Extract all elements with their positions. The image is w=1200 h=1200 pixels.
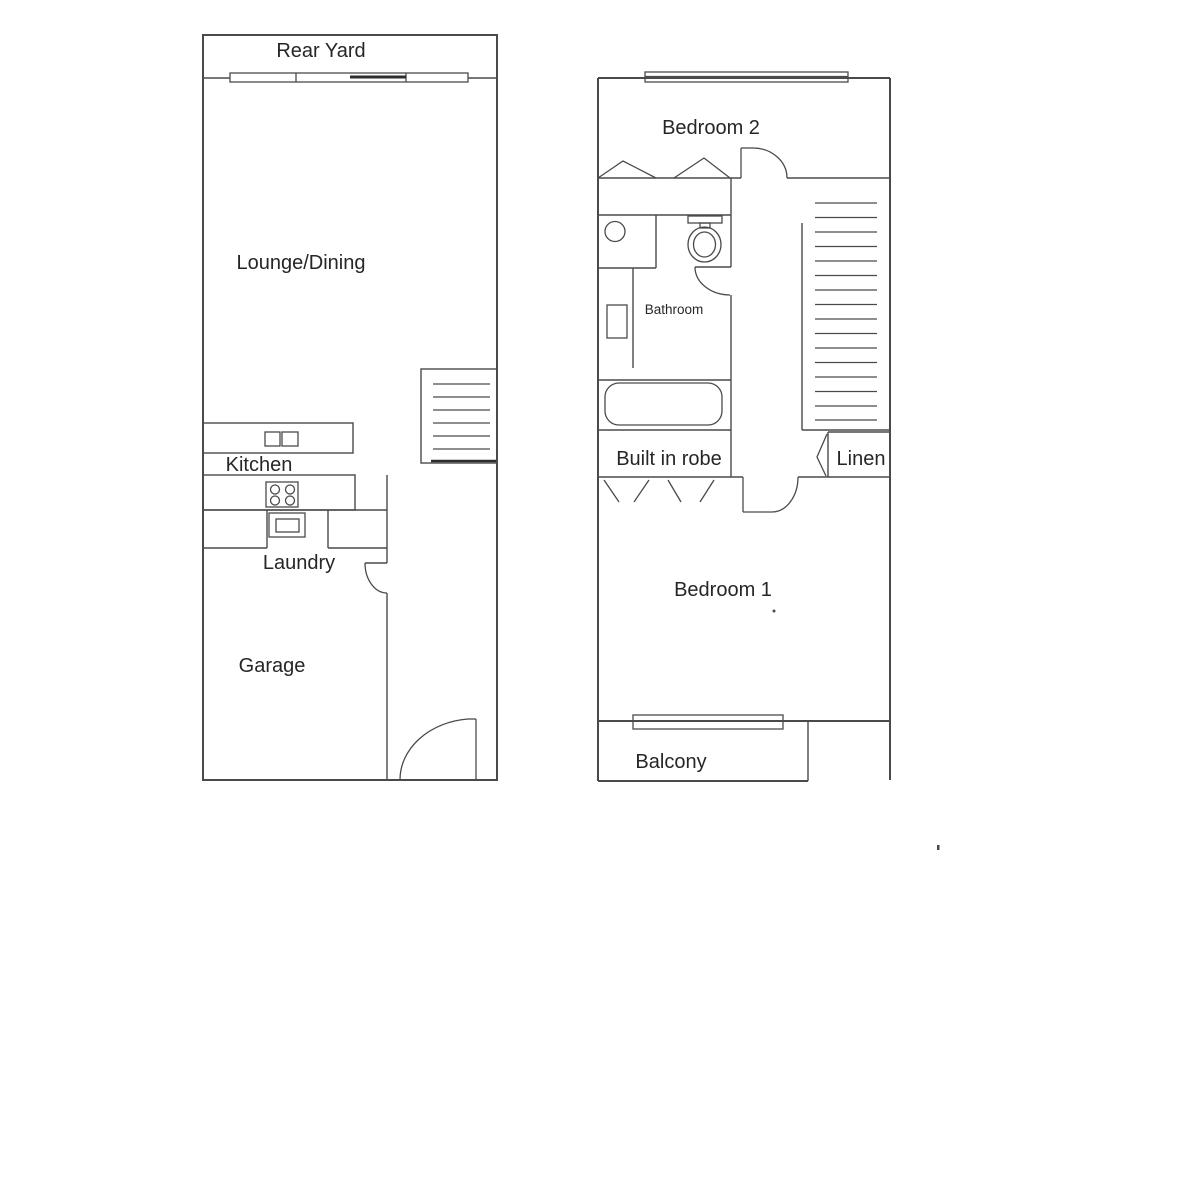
- staircase-ground-icon: [421, 369, 497, 463]
- bathtub-icon: [605, 383, 722, 425]
- room-label-garage: Garage: [238, 655, 306, 677]
- room-label-bedroom2: Bedroom 2: [662, 117, 760, 139]
- room-label-linen: Linen: [836, 448, 886, 470]
- basin-icon: [605, 222, 625, 242]
- entry-door-icon: [400, 719, 476, 780]
- room-label-built-in-robe: Built in robe: [616, 448, 722, 470]
- room-label-bedroom1: Bedroom 1: [674, 579, 772, 601]
- bathroom-walls: [607, 267, 731, 430]
- first-floor-plan: [598, 72, 940, 850]
- bedroom1-door-icon: [743, 477, 798, 512]
- rear-sliding-door-icon: [230, 73, 468, 82]
- toilet-icon: [688, 216, 722, 262]
- kitchen-bench-cooktop: [203, 475, 355, 510]
- cooktop-icon: [266, 482, 298, 507]
- bedroom2-door-icon: [741, 148, 787, 178]
- sink-icon: [265, 432, 280, 446]
- room-label-bathroom: Bathroom: [644, 302, 704, 317]
- sink-icon: [282, 432, 298, 446]
- bedroom2-window-icon: [645, 72, 848, 82]
- laundry-bench: [203, 510, 387, 548]
- robe-doors-icon: [604, 480, 714, 502]
- garage-wall: [365, 475, 387, 780]
- bathroom-vanity: [598, 215, 656, 268]
- bedroom2-robe: [598, 158, 890, 267]
- linen-door-icon: [817, 434, 827, 476]
- laundry-door-arc-icon: [365, 563, 387, 593]
- room-label-laundry: Laundry: [262, 552, 336, 574]
- room-label-balcony: Balcony: [635, 751, 707, 773]
- bath-alcove: [598, 380, 731, 430]
- bathroom-door-arc-icon: [695, 267, 730, 295]
- stray-mark: [937, 845, 940, 850]
- shower-icon: [607, 305, 627, 338]
- room-label-kitchen: Kitchen: [225, 454, 293, 476]
- stray-mark: [773, 610, 776, 613]
- robe-doors-icon: [598, 158, 730, 178]
- staircase-first-icon: [802, 203, 890, 430]
- kitchen-bench-sink: [203, 423, 353, 453]
- room-label-rear-yard: Rear Yard: [276, 40, 366, 62]
- washing-machine-icon: [269, 513, 305, 537]
- ground-floor-plan: [203, 35, 497, 780]
- room-label-lounge-dining: Lounge/Dining: [236, 252, 366, 274]
